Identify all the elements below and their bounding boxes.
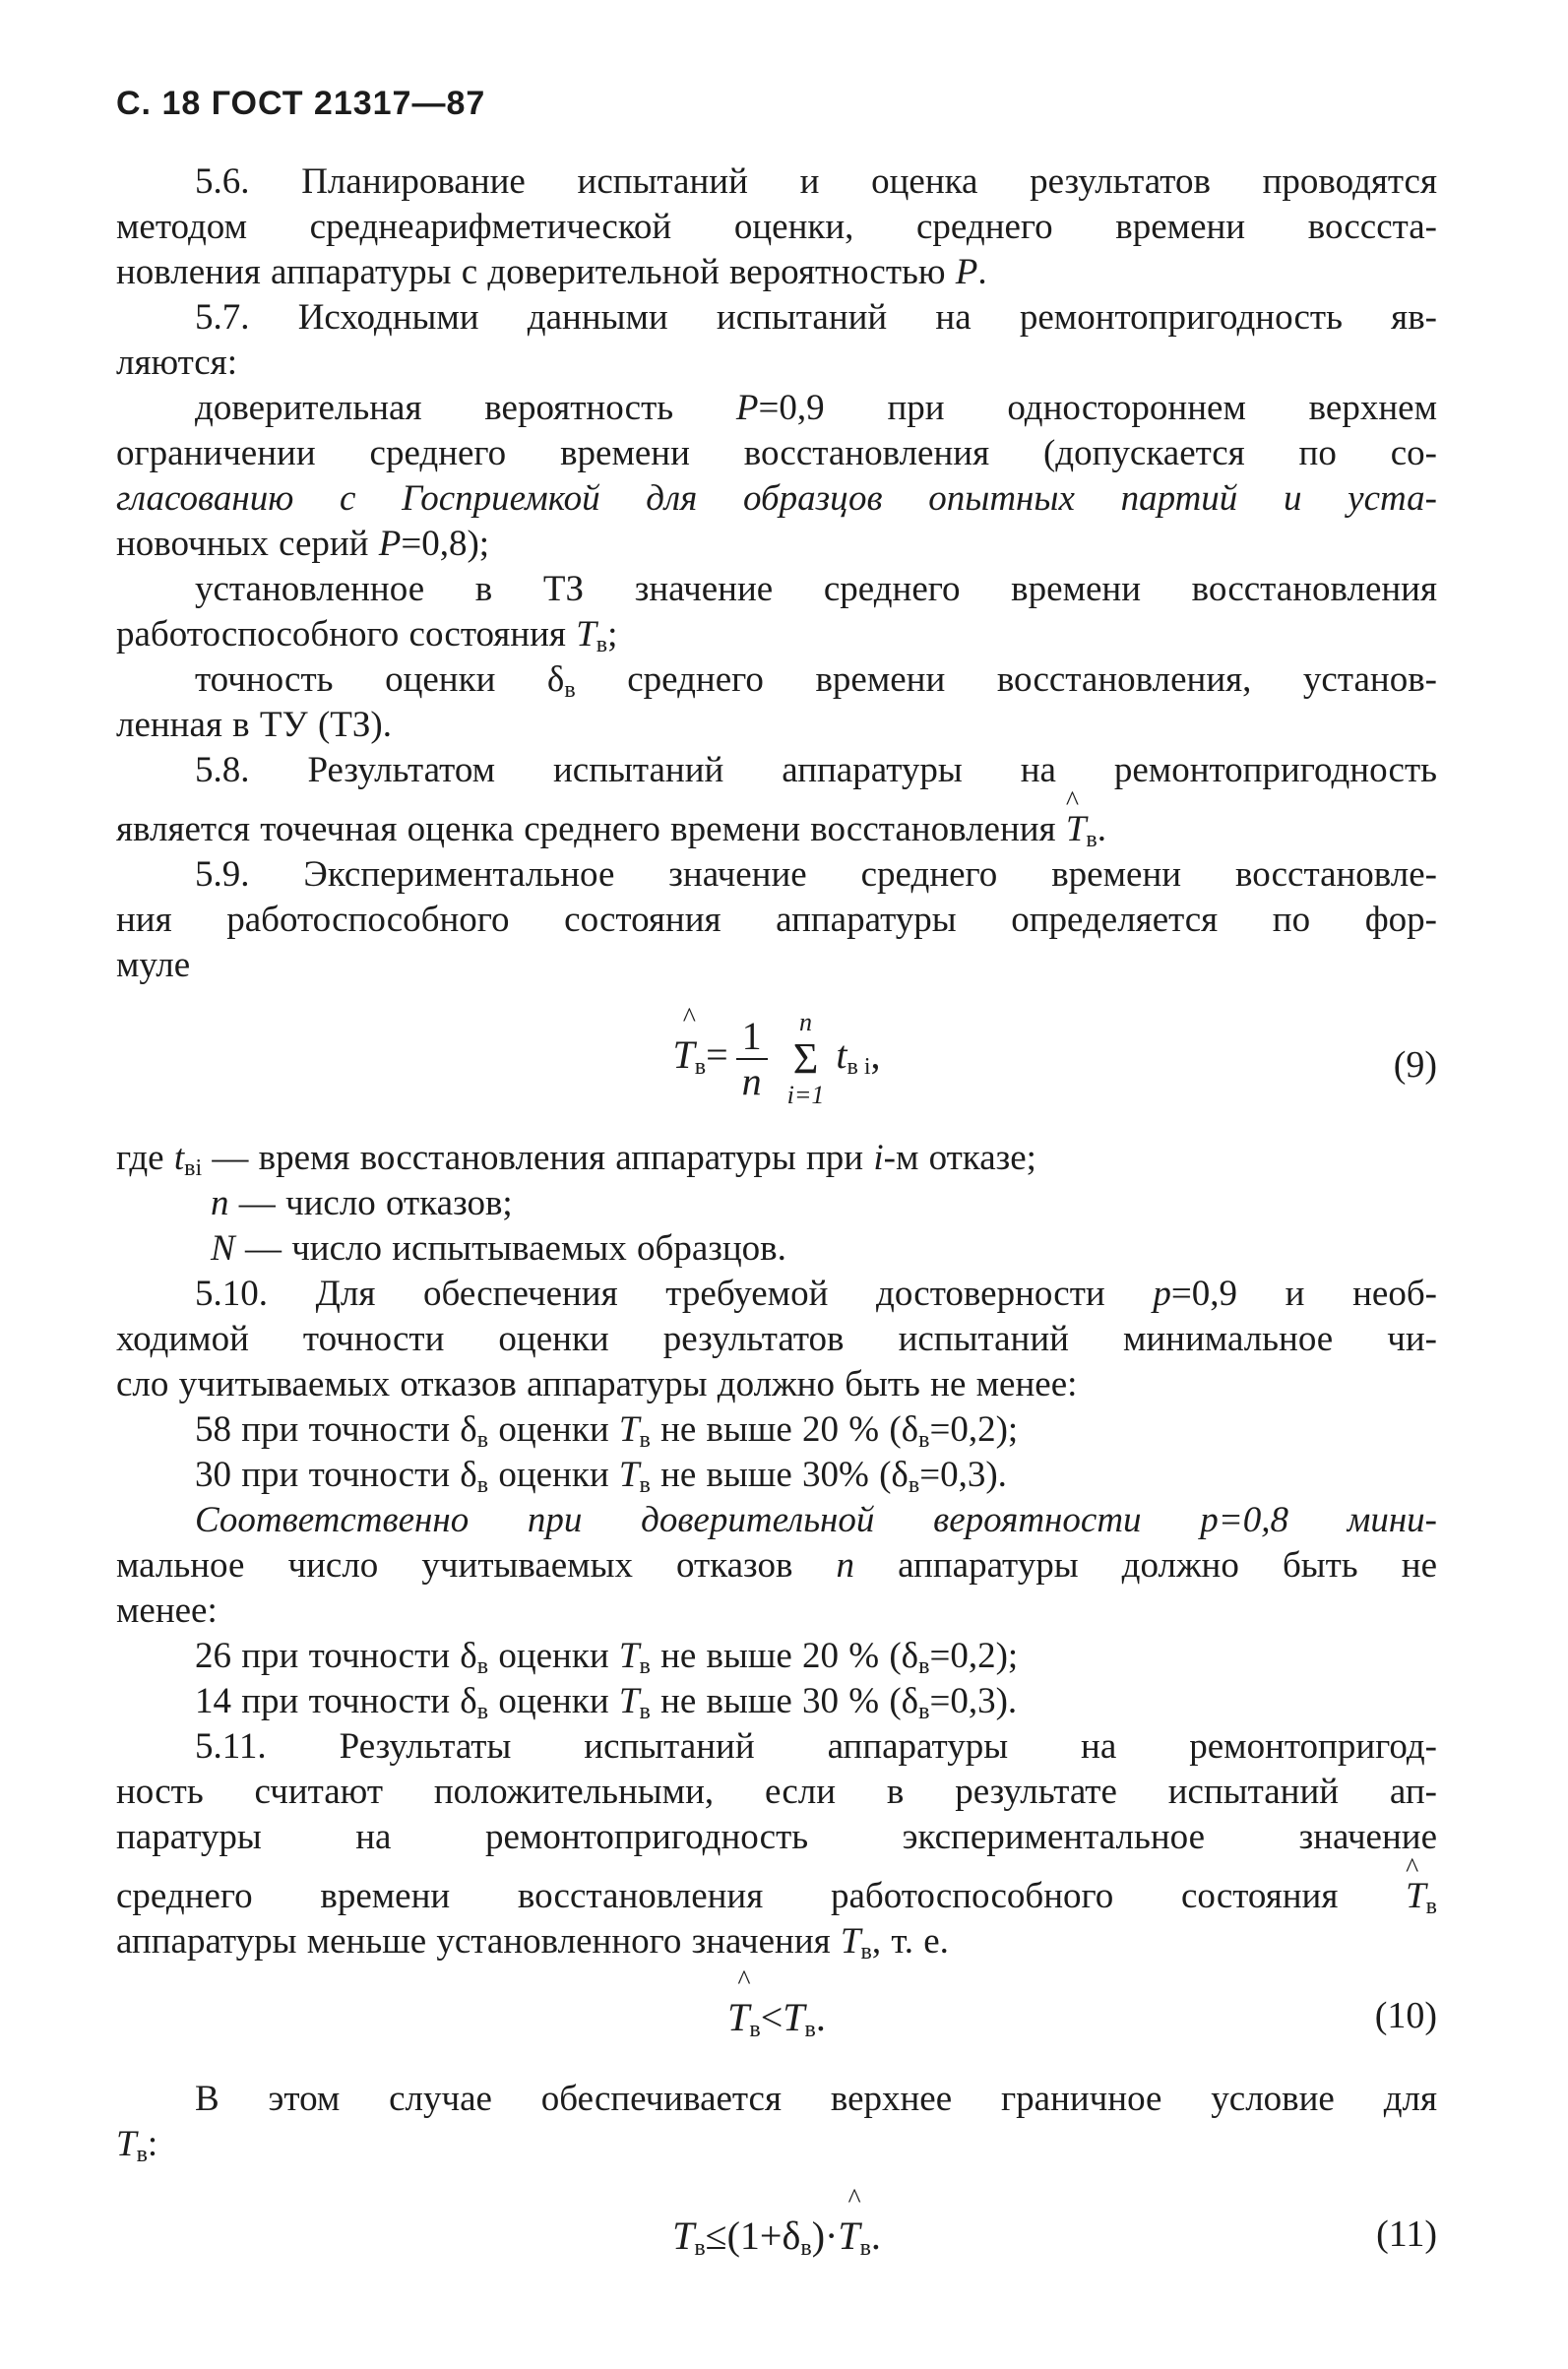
formula-11-expression: $T_в\le(1+\delta_в)\cdot$ ^ $T_в$. (672, 2184, 881, 2261)
text-line (116, 159, 1437, 205)
formula-9 (116, 1003, 1437, 1136)
text-line (116, 522, 1437, 567)
text-line (116, 1272, 1437, 1317)
equation-number-11: (11) (1376, 2213, 1437, 2255)
math-variable: n (836, 1545, 855, 1586)
text-line (116, 1498, 1437, 1543)
math-variable: в (476, 1699, 489, 1724)
text-run: аппаратуры должно быть не (854, 1545, 1437, 1586)
formula-10-lhs: ^ $T_в$ (727, 1965, 761, 2042)
text-run: работоспособного состояния (116, 614, 577, 655)
text-line (116, 2077, 1437, 2122)
math-variable: в (476, 1653, 489, 1679)
text-run: 5.9. Экспериментальное значение среднего времени восстановле- (195, 854, 1437, 895)
text-run: оценки (488, 1681, 619, 1721)
text-run: В этом случае обеспечивается верхнее граничное условие для (195, 2079, 1437, 2119)
text-run: новления аппаратуры с доверительной вероятностью (116, 252, 956, 292)
text-run: =0,3). (919, 1455, 1007, 1495)
text-run: -м отказе; (883, 1138, 1036, 1178)
math-variable: P (378, 524, 402, 564)
text-run: установленное в ТЗ значение среднего времени восстановления (195, 569, 1437, 609)
text-run: ния работоспособного состояния аппаратуры определяется по фор- (116, 900, 1437, 940)
text-run: 30 при точности δ (195, 1455, 477, 1495)
text-run: новочных серий (116, 524, 379, 564)
math-variable: n (211, 1183, 229, 1223)
text-line (116, 748, 1437, 793)
text-run: . (1097, 809, 1106, 849)
text-line (116, 205, 1437, 250)
text-line (116, 612, 1437, 657)
text-run: — время восстановления аппаратуры при (202, 1138, 874, 1178)
math-variable: $T_в$ (618, 1681, 651, 1724)
text-run: 5.7. Исходными данными испытаний на ремонтопригодность яв- (195, 297, 1437, 338)
formula-9-lhs: ^ $T_в$ (672, 1003, 707, 1081)
text-run: =0,9 и необ- (1170, 1274, 1437, 1314)
math-variable: P (735, 388, 759, 428)
formula-10 (116, 1965, 1437, 2077)
text-line (116, 250, 1437, 295)
text-run: паратуры на ремонтопригодность экспериментальное значение (116, 1817, 1437, 1857)
formula-9-equals: = (706, 1032, 728, 1078)
formula-11-rhs: ^ $T_в$ (838, 2184, 871, 2261)
text-run: не выше 30% (δ (650, 1455, 909, 1495)
text-line (116, 1589, 1437, 1634)
text-run: оценки (488, 1636, 619, 1676)
text-line (116, 1362, 1437, 1407)
math-variable: в (918, 1653, 930, 1679)
text-line (116, 1770, 1437, 1815)
text-line (116, 567, 1437, 612)
text-line (116, 1181, 1437, 1226)
text-line (116, 1679, 1437, 1724)
formula-10-rhs: $T_в$ (783, 1995, 816, 2042)
formula-10-expression: ^ $T_в<T_в$. (727, 1965, 826, 2042)
text-run: среднего времени восстановления, установ- (575, 659, 1437, 700)
text-run: среднего времени восстановления работоспособного состояния (116, 1876, 1407, 1916)
text-run: точность оценки δ (195, 659, 565, 700)
text-run: мальное число учитываемых отказов (116, 1545, 837, 1586)
text-line (116, 852, 1437, 898)
text-line (116, 1226, 1437, 1272)
text-run: — число испытываемых образцов. (234, 1228, 786, 1269)
text-line (116, 1815, 1437, 1860)
text-run: доверительная вероятность (195, 388, 736, 428)
formula-11-lhs: $T_в$ (672, 2213, 706, 2261)
math-variable: ^ $T_в$ (1406, 1853, 1437, 1919)
text-run: ляются: (116, 343, 237, 383)
text-run: =0,3). (929, 1681, 1018, 1721)
math-variable: P (955, 252, 978, 292)
text-run: аппаратуры меньше установленного значения (116, 1921, 841, 1962)
formula-9-expression: ^ $T_в=$ $\frac{1}{n}$ n Σ i=1 $t_{в i}$, (672, 1003, 881, 1109)
text-line (116, 341, 1437, 386)
paragraphs-5-6-to-5-9 (116, 159, 1437, 988)
math-variable: $T_в$ (576, 614, 608, 657)
text-run: : (147, 2124, 158, 2164)
text-run: 14 при точности δ (195, 1681, 477, 1721)
math-variable: $T_в$ (116, 2124, 148, 2167)
formula-10-operator: < (760, 1995, 784, 2039)
text-line (116, 1543, 1437, 1589)
math-variable: $T_в$ (618, 1455, 651, 1498)
text-run: не выше 20 % (δ (650, 1636, 919, 1676)
math-variable: $t_{вi}$ (173, 1138, 203, 1181)
boundary-condition-text (116, 2077, 1437, 2167)
text-run: гласованию с Госприемкой для образцов опытных партий и уста- (116, 478, 1437, 519)
math-variable: ^ $T_в$ (1065, 786, 1098, 852)
text-run: =0,2); (929, 1636, 1019, 1676)
formula-9-term: $t_{в i}$ (836, 1032, 871, 1081)
text-run: оценки (488, 1455, 619, 1495)
document-body (116, 159, 1437, 2295)
text-run: ленная в ТУ (ТЗ). (116, 705, 392, 745)
text-line (116, 943, 1437, 988)
math-variable: в (564, 677, 576, 703)
math-variable: в (918, 1427, 930, 1453)
text-run: . (977, 252, 987, 292)
text-line (116, 1919, 1437, 1964)
math-variable: N (211, 1228, 235, 1269)
text-line (116, 476, 1437, 522)
text-line (116, 786, 1437, 852)
math-variable: p (1153, 1274, 1171, 1314)
text-run: сло учитываемых отказов аппаратуры должно быть не менее: (116, 1364, 1078, 1404)
text-run: 58 при точности δ (195, 1409, 477, 1450)
text-line (116, 657, 1437, 703)
text-line (116, 1317, 1437, 1362)
formula-9-sum: n Σ i=1 (786, 1008, 825, 1109)
text-run: =0,2); (929, 1409, 1019, 1450)
math-variable: в (908, 1472, 920, 1498)
text-run: 5.11. Результаты испытаний аппаратуры на ремонтопригод- (195, 1726, 1437, 1767)
math-variable: $T_в$ (840, 1921, 872, 1964)
equation-number-9: (9) (1393, 1044, 1437, 1086)
text-line (116, 1634, 1437, 1679)
text-line (116, 2122, 1437, 2167)
text-line (116, 1453, 1437, 1498)
text-run: менее: (116, 1590, 218, 1631)
text-line (116, 1136, 1437, 1181)
math-variable: в (476, 1427, 489, 1453)
equation-number-10: (10) (1374, 1995, 1437, 2036)
math-variable: в (476, 1472, 489, 1498)
text-line (116, 1853, 1437, 1919)
text-run: 5.8. Результатом испытаний аппаратуры на ремонтопригодность (195, 750, 1437, 790)
page-header: С. 18 ГОСТ 21317—87 (116, 85, 486, 122)
text-run: ность считают положительными, если в результате испытаний ап- (116, 1772, 1437, 1812)
math-variable: $T_в$ (618, 1409, 651, 1453)
formula-11 (116, 2184, 1437, 2295)
text-run: не выше 20 % (δ (650, 1409, 919, 1450)
text-run: — число отказов; (228, 1183, 513, 1223)
text-run: методом среднеарифметической оценки, среднего времени воссста- (116, 207, 1437, 247)
formula-9-fraction: $\frac{1}{n}$ (736, 1015, 768, 1103)
text-run: является точечная оценка среднего времени восстановления (116, 809, 1066, 849)
text-line (116, 295, 1437, 341)
text-run: 5.10. Для обеспечения требуемой достоверности (195, 1274, 1154, 1314)
text-line (116, 703, 1437, 748)
text-run: =0,9 при одностороннем верхнем (758, 388, 1437, 428)
text-line (116, 431, 1437, 476)
text-run: ходимой точности оценки результатов испытаний минимальное чи- (116, 1319, 1437, 1359)
text-line (116, 386, 1437, 431)
paragraphs-5-9-to-5-11 (116, 1136, 1437, 1964)
text-run: , т. е. (871, 1921, 949, 1962)
text-line (116, 898, 1437, 943)
text-run: Соответственно при доверительной вероятности p=0,8 мини- (195, 1500, 1437, 1540)
text-run: муле (116, 945, 191, 985)
text-line (116, 1724, 1437, 1770)
math-variable: в (918, 1699, 930, 1724)
text-run: ограничении среднего времени восстановления (допускается по со- (116, 433, 1437, 473)
text-run: 26 при точности δ (195, 1636, 477, 1676)
math-variable: i (873, 1138, 884, 1178)
text-run: ; (607, 614, 618, 655)
text-run: где (116, 1138, 174, 1178)
formula-11-operator: $\le(1+\delta_в)\cdot$ (705, 2213, 839, 2261)
text-run: не выше 30 % (δ (650, 1681, 919, 1721)
math-variable: $T_в$ (618, 1636, 651, 1679)
text-line (116, 1407, 1437, 1453)
text-run: 5.6. Планирование испытаний и оценка результатов проводятся (195, 161, 1437, 202)
text-run: =0,8); (401, 524, 490, 564)
text-run: оценки (488, 1409, 619, 1450)
